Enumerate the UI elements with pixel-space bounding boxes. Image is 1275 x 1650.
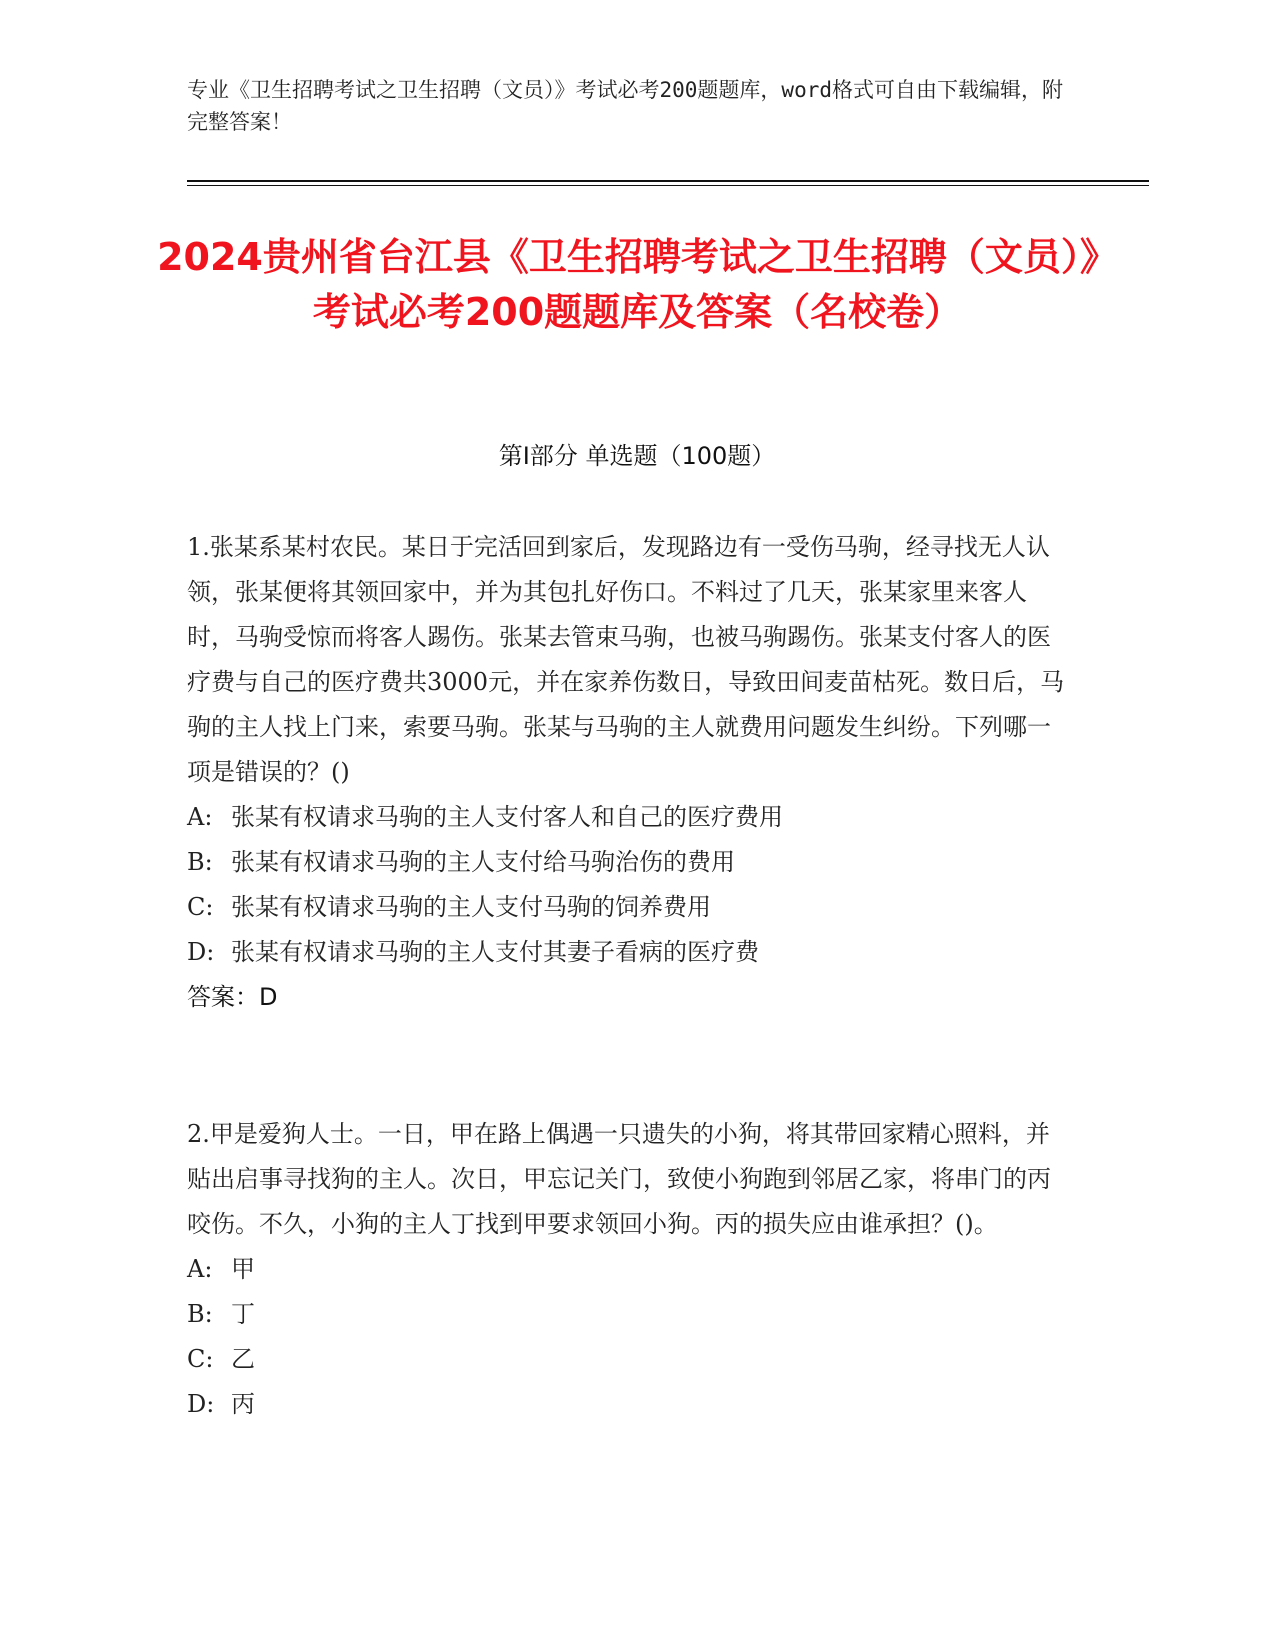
answer-line: 答案：D — [187, 983, 278, 1011]
option-letter: C: — [187, 1345, 214, 1373]
option-d — [187, 1382, 1067, 1427]
option-text: 丙 — [231, 1390, 255, 1418]
option-letter: D: — [187, 938, 215, 966]
option-text: 张某有权请求马驹的主人支付客人和自己的医疗费用 — [231, 803, 783, 831]
question-stem: 2.甲是爱狗人士。一日，甲在路上偶遇一只遗失的小狗，将其带回家精心照料，并贴出启事寻找狗的主人。次日，甲忘记关门，致使小狗跑到邻居乙家，将串门的丙咬伤。不久，小狗的主人丁找到甲要求领回小狗。丙的损失应由谁承担？()。 — [187, 1120, 1051, 1238]
header-rule-thin — [187, 185, 1149, 186]
option-letter: B: — [187, 848, 213, 876]
option-text: 乙 — [231, 1345, 255, 1373]
option-letter: A: — [187, 1255, 213, 1283]
option-text: 丁 — [231, 1300, 255, 1328]
option-d — [187, 930, 1067, 975]
option-c — [187, 885, 1067, 930]
option-c — [187, 1337, 1067, 1382]
header-rule-thick — [187, 180, 1149, 182]
section-heading: 第Ⅰ部分 单选题（100题） — [498, 442, 776, 470]
option-a — [187, 1247, 1067, 1292]
option-b — [187, 840, 1067, 885]
option-text: 甲 — [231, 1255, 255, 1283]
option-text: 张某有权请求马驹的主人支付给马驹治伤的费用 — [231, 848, 735, 876]
option-letter: A: — [187, 803, 213, 831]
option-a — [187, 795, 1067, 840]
question-stem: 1.张某系某村农民。某日于完活回到家后，发现路边有一受伤马驹，经寻找无人认领，张某便将其领回家中，并为其包扎好伤口。不料过了几天，张某家里来客人时，马驹受惊而将客人踢伤。张某去管束马驹，也被马驹踢伤。张某支付客人的医疗费与自己的医疗费共3000元，并在家养伤数日，导致田间麦苗枯死。数日后，马驹的主人找上门来，索要马驹。张某与马驹的主人就费用问题发生纠纷。下列哪一项是错误的？() — [187, 533, 1065, 786]
option-letter: C: — [187, 893, 214, 921]
option-text: 张某有权请求马驹的主人支付其妻子看病的医疗费 — [231, 938, 759, 966]
option-b — [187, 1292, 1067, 1337]
question-2 — [187, 1112, 1067, 1427]
document-title: 2024贵州省台江县《卫生招聘考试之卫生招聘（文员）》考试必考200题题库及答案（名校卷） — [157, 235, 1118, 334]
option-text: 张某有权请求马驹的主人支付马驹的饲养费用 — [231, 893, 711, 921]
header-note: 专业《卫生招聘考试之卫生招聘（文员）》考试必考200题题库，word格式可自由下载编辑，附完整答案！ — [187, 78, 1063, 134]
question-1 — [187, 525, 1067, 1020]
option-letter: B: — [187, 1300, 213, 1328]
option-letter: D: — [187, 1390, 215, 1418]
